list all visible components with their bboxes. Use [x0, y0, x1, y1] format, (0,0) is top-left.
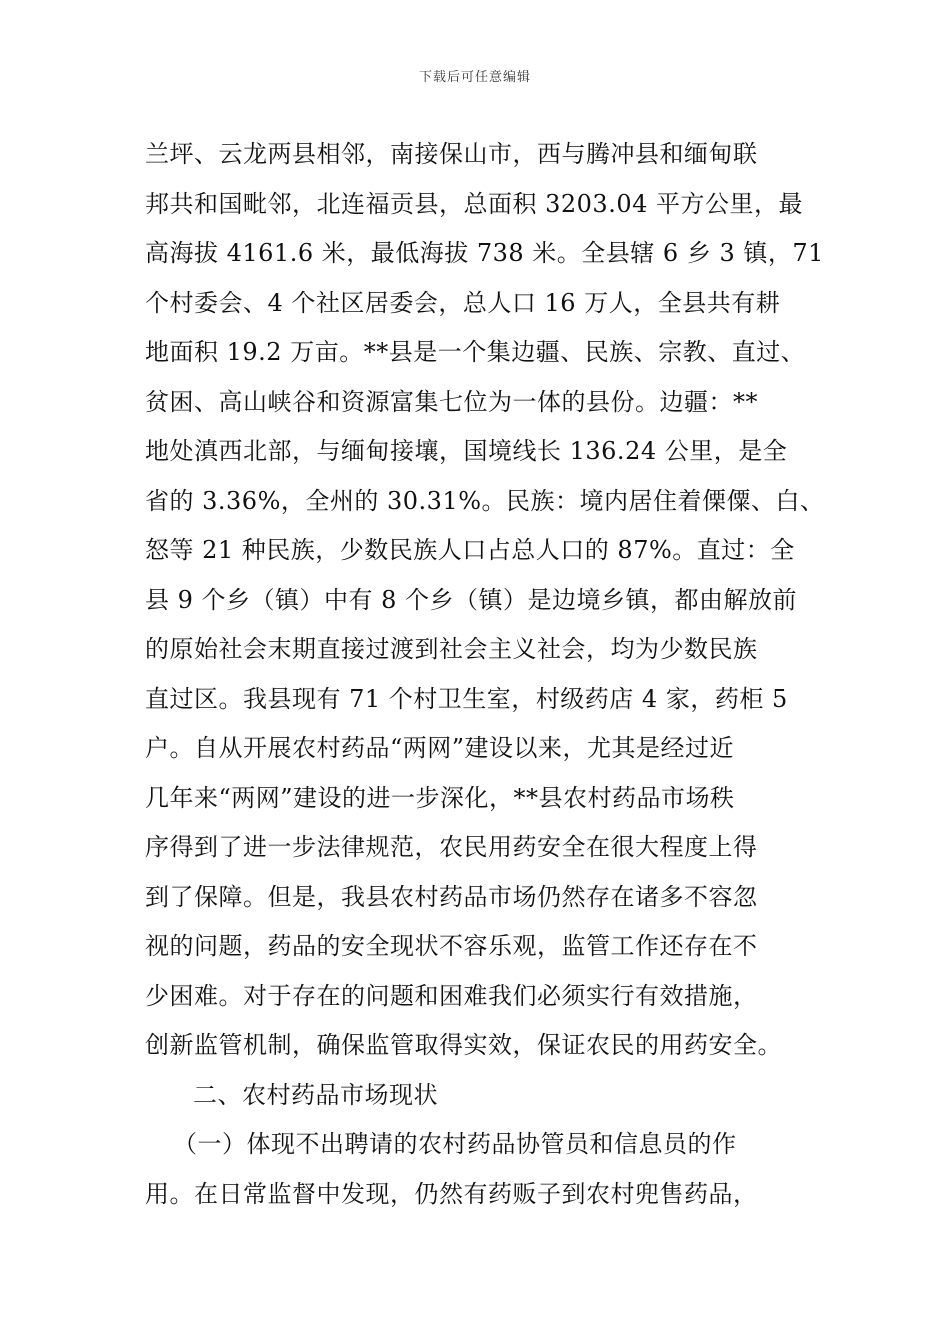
- body-line: 邦共和国毗邻，北连福贡县，总面积 3203.04 平方公里，最: [145, 189, 804, 218]
- body-line: 几年来“两网”建设的进一步深化，**县农村药品市场秩: [145, 783, 735, 812]
- body-line: 贫困、高山峡谷和资源富集七位为一体的县份。边疆：**: [145, 387, 758, 416]
- page-header: 下载后可任意编辑: [418, 70, 531, 85]
- body-line: 高海拔 4161.6 米，最低海拔 738 米。全县辖 6 乡 3 镇，71: [145, 239, 824, 267]
- body-line: 县 9 个乡（镇）中有 8 个乡（镇）是边境乡镇，都由解放前: [145, 585, 798, 614]
- body-line: 的原始社会末期直接过渡到社会主义社会，均为少数民族: [145, 635, 758, 663]
- body-line: 怒等 21 种民族，少数民族人口占总人口的 87%。直过：全: [145, 536, 795, 564]
- body-line: 少困难。对于存在的问题和困难我们必须实行有效措施，: [145, 981, 758, 1010]
- body-line: 视的问题，药品的安全现状不容乐观，监管工作还存在不: [145, 932, 758, 960]
- subsection-line: （一）体现不出聘请的农村药品协管员和信息员的作: [173, 1130, 737, 1158]
- section-heading: 二、农村药品市场现状: [193, 1080, 438, 1109]
- body-line: 用。在日常监督中发现，仍然有药贩子到农村兜售药品，: [145, 1179, 758, 1208]
- document-body: [145, 130, 825, 1219]
- body-line: 户。自从开展农村药品“两网”建设以来，尤其是经过近: [145, 734, 735, 762]
- body-line: 地处滇西北部，与缅甸接壤，国境线长 136.24 公里，是全: [145, 437, 788, 465]
- body-line: 兰坪、云龙两县相邻，南接保山市，西与腾冲县和缅甸联: [145, 140, 758, 168]
- body-line: 创新监管机制，确保监管取得实效，保证农民的用药安全。: [145, 1031, 782, 1059]
- body-line: 序得到了进一步法律规范，农民用药安全在很大程度上得: [145, 833, 758, 861]
- body-line: 省的 3.36%，全州的 30.31%。民族：境内居住着傈僳、白、: [145, 486, 825, 515]
- body-line: 到了保障。但是，我县农村药品市场仍然存在诸多不容忽: [145, 882, 758, 911]
- body-line: 直过区。我县现有 71 个村卫生室，村级药店 4 家，药柜 5: [145, 684, 788, 713]
- body-line: 个村委会、4 个社区居委会，总人口 16 万人，全县共有耕: [145, 288, 781, 317]
- body-line: 地面积 19.2 万亩。**县是一个集边疆、民族、宗教、直过、: [145, 338, 806, 366]
